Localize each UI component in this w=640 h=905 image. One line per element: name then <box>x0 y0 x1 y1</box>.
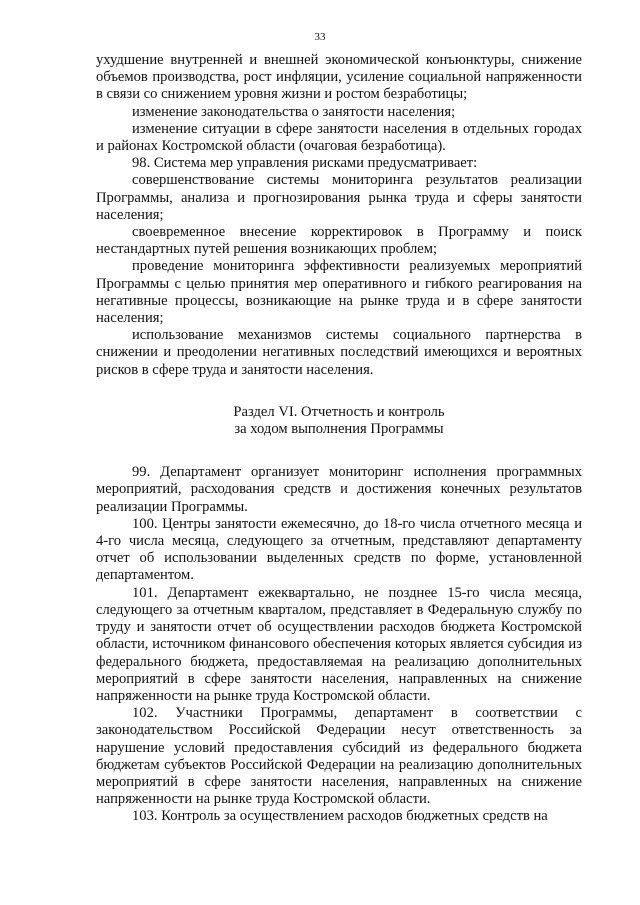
paragraph: 98. Система мер управления рисками предусматривает: <box>132 155 478 172</box>
paragraph: изменение ситуации в сфере занятости населения в отдельных городах и районах Костромской области (очаговая безработица). <box>96 120 582 155</box>
section-heading-line: за ходом выполнения Программы <box>234 421 444 438</box>
section-heading-line: Раздел VI. Отчетность и контроль <box>233 403 445 420</box>
paragraph: совершенствование системы мониторинга результатов реализации Программы, анализа и прогнозирования рынка труда и сферы занятости населения; <box>96 172 582 223</box>
paragraph: своевременное внесение корректировок в Программу и поиск нестандартных путей решения возникающих проблем; <box>96 224 582 258</box>
paragraph: 101. Департамент ежеквартально, не позднее 15-го числа месяца, следующего за отчетным кварталом, представляет в Федеральную службу по труду и занятости отчет об осуществлении расходов бюджета Костромской области, источником финансового обеспечения которых является субсидия из федерального бюджета, предоставляемая на реализацию дополнительных мероприятий в сфере занятости населения, направленных на снижение напряженности на рынке труда Костромской области. <box>96 584 582 704</box>
paragraph: изменение законодательства о занятости населения; <box>132 103 456 120</box>
section-heading <box>96 404 582 438</box>
page-number: 33 <box>314 31 326 43</box>
paragraph: ухудшение внутренней и внешней экономической конъюнктуры, снижение объемов производства, рост инфляции, усиление социальной напряженности в связи со снижением уровня жизни и ростом безработицы; <box>96 52 582 103</box>
paragraph: 102. Участники Программы, департамент в соответствии с законодательством Российской Федерации несут ответственность за нарушение условий предоставления субсидий из федерального бюджета бюджетам субъектов Российской Федерации на реализацию дополнительных мероприятий в сфере занятости населения, направленных на снижение напряженности на рынке труда Костромской области. <box>96 705 582 808</box>
document-body <box>96 52 582 826</box>
paragraph: 100. Центры занятости ежемесячно, до 18-го числа отчетного месяца и 4-го числа месяца, следующего за отчетным, представляют департаменту отчет об использовании выделенных средств по форме, установленной департаментом. <box>96 515 582 584</box>
paragraph: 103. Контроль за осуществлением расходов бюджетных средств на <box>132 808 548 825</box>
paragraph: использование механизмов системы социального партнерства в снижении и преодолении негативных последствий имеющихся и вероятных рисков в сфере труда и занятости населения. <box>96 327 582 378</box>
paragraph: проведение мониторинга эффективности реализуемых мероприятий Программы с целью принятия мер оперативного и гибкого реагирования на негативные процессы, возникающие на рынке труда и в сфере занятости населения; <box>96 258 582 327</box>
paragraph: 99. Департамент организует мониторинг исполнения программных мероприятий, расходования средств и достижения конечных результатов реализации Программы. <box>96 464 582 515</box>
